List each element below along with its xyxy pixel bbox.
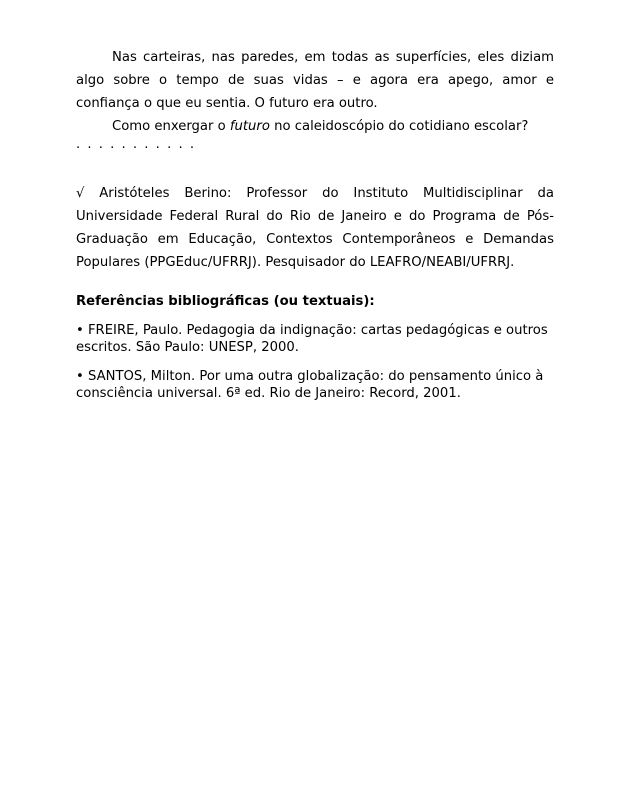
paragraph-2-emphasis: futuro — [229, 119, 270, 134]
document-page — [76, 46, 554, 402]
paragraph-2-after: no caleidoscópio do cotidiano escolar? — [269, 119, 529, 134]
section-separator: . . . . . . . . . . . — [76, 137, 196, 152]
reference-item: • FREIRE, Paulo. Pedagogia da indignação: cartas pedagógicas e outros escritos. São Paulo: UNESP, 2000. — [76, 323, 548, 355]
references-heading: Referências bibliográficas (ou textuais): — [76, 294, 375, 309]
author-bio: √ Aristóteles Berino: Professor do Instituto Multidisciplinar da Universidade Federal Rural do Rio de Janeiro e do Programa de Pós-Graduação em Educação, Contextos Contemporâneos e Demandas Populares (PPGEduc/UFRRJ). Pesquisador do LEAFRO/NEABI/UFRRJ. — [76, 186, 554, 270]
paragraph-2-before: Como enxergar o — [112, 119, 230, 134]
body-paragraph-2 — [76, 115, 554, 138]
body-paragraph-1: Nas carteiras, nas paredes, em todas as superfícies, eles diziam algo sobre o tempo de suas vidas – e agora era apego, amor e confiança o que eu sentia. O futuro era outro. — [76, 50, 554, 111]
reference-item: • SANTOS, Milton. Por uma outra globalização: do pensamento único à consciência universal. 6ª ed. Rio de Janeiro: Record, 2001. — [76, 369, 544, 401]
